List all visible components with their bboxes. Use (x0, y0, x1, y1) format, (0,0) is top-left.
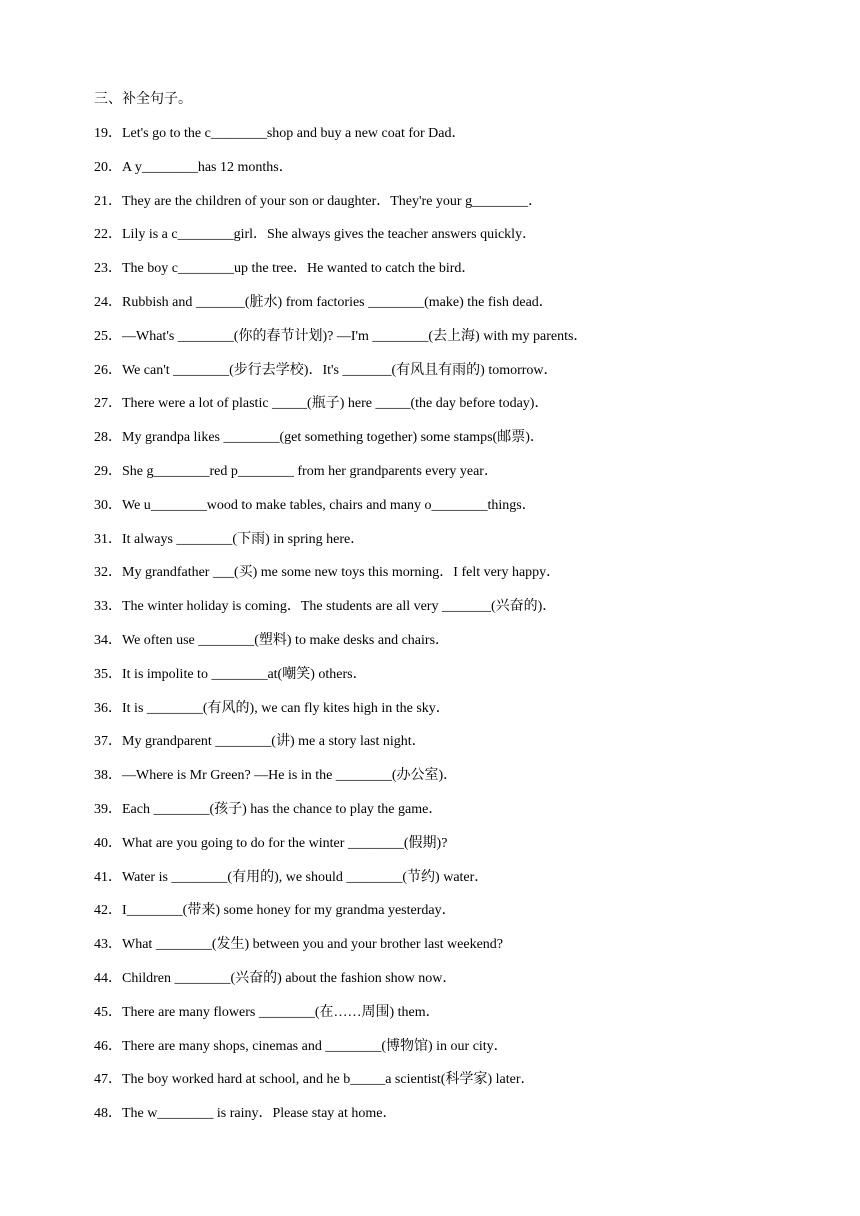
question-47: 47．The boy worked hard at school, and he b_____a scientist(科学家) later． (94, 1072, 535, 1088)
question-22: 22．Lily is a c________girl．She always gives the teacher answers quickly． (94, 227, 537, 243)
question-32: 32．My grandfather ___(买) me some new toys this morning．I felt very happy． (94, 565, 561, 581)
question-37: 37．My grandparent ________(讲) me a story last night． (94, 734, 426, 750)
section-heading: 三、补全句子。 (94, 92, 192, 107)
question-39: 39．Each ________(孩子) has the chance to play the game． (94, 801, 443, 817)
question-41: 41．Water is ________(有用的), we should ________(节约) water． (94, 869, 489, 885)
question-45: 45．There are many flowers ________(在……周围) them． (94, 1004, 440, 1020)
question-26: 26．We can't ________(步行去学校)．It's _______(有风且有雨的) tomorrow． (94, 362, 558, 378)
question-28: 28．My grandpa likes ________(get something together) some stamps(邮票)． (94, 430, 544, 446)
question-40: 40．What are you going to do for the winter ________(假期)? (94, 835, 448, 851)
question-27: 27．There were a lot of plastic _____(瓶子) here _____(the day before today)． (94, 396, 549, 412)
question-20: 20．A y________has 12 months． (94, 159, 293, 175)
question-30: 30．We u________wood to make tables, chairs and many o________things． (94, 497, 536, 513)
question-list (94, 124, 814, 1138)
question-38: 38．—Where is Mr Green? —He is in the ________(办公室)． (94, 768, 458, 784)
question-33: 33．The winter holiday is coming．The students are all very _______(兴奋的)． (94, 599, 557, 615)
question-21: 21．They are the children of your son or daughter．They're your g________． (94, 193, 543, 209)
question-29: 29．She g________red p________ from her grandparents every year． (94, 463, 498, 479)
question-46: 46．There are many shops, cinemas and ________(博物馆) in our city． (94, 1038, 508, 1054)
question-44: 44．Children ________(兴奋的) about the fashion show now． (94, 970, 457, 986)
question-43: 43．What ________(发生) between you and your brother last weekend? (94, 937, 503, 953)
question-35: 35．It is impolite to ________at(嘲笑) others． (94, 666, 367, 682)
question-34: 34．We often use ________(塑料) to make desks and chairs． (94, 632, 450, 648)
question-25: 25．—What's ________(你的春节计划)? —I'm ________(去上海) with my parents． (94, 328, 588, 344)
question-23: 23．The boy c________up the tree．He wanted to catch the bird． (94, 261, 476, 277)
question-36: 36．It is ________(有风的), we can fly kites high in the sky． (94, 700, 450, 716)
question-48: 48．The w________ is rainy．Please stay at home． (94, 1106, 397, 1122)
question-31: 31．It always ________(下雨) in spring here． (94, 531, 365, 547)
question-42: 42．I________(带来) some honey for my grandma yesterday． (94, 903, 456, 919)
question-19: 19．Let's go to the c________shop and buy a new coat for Dad． (94, 126, 466, 141)
question-24: 24．Rubbish and _______(脏水) from factories ________(make) the fish dead． (94, 294, 553, 310)
